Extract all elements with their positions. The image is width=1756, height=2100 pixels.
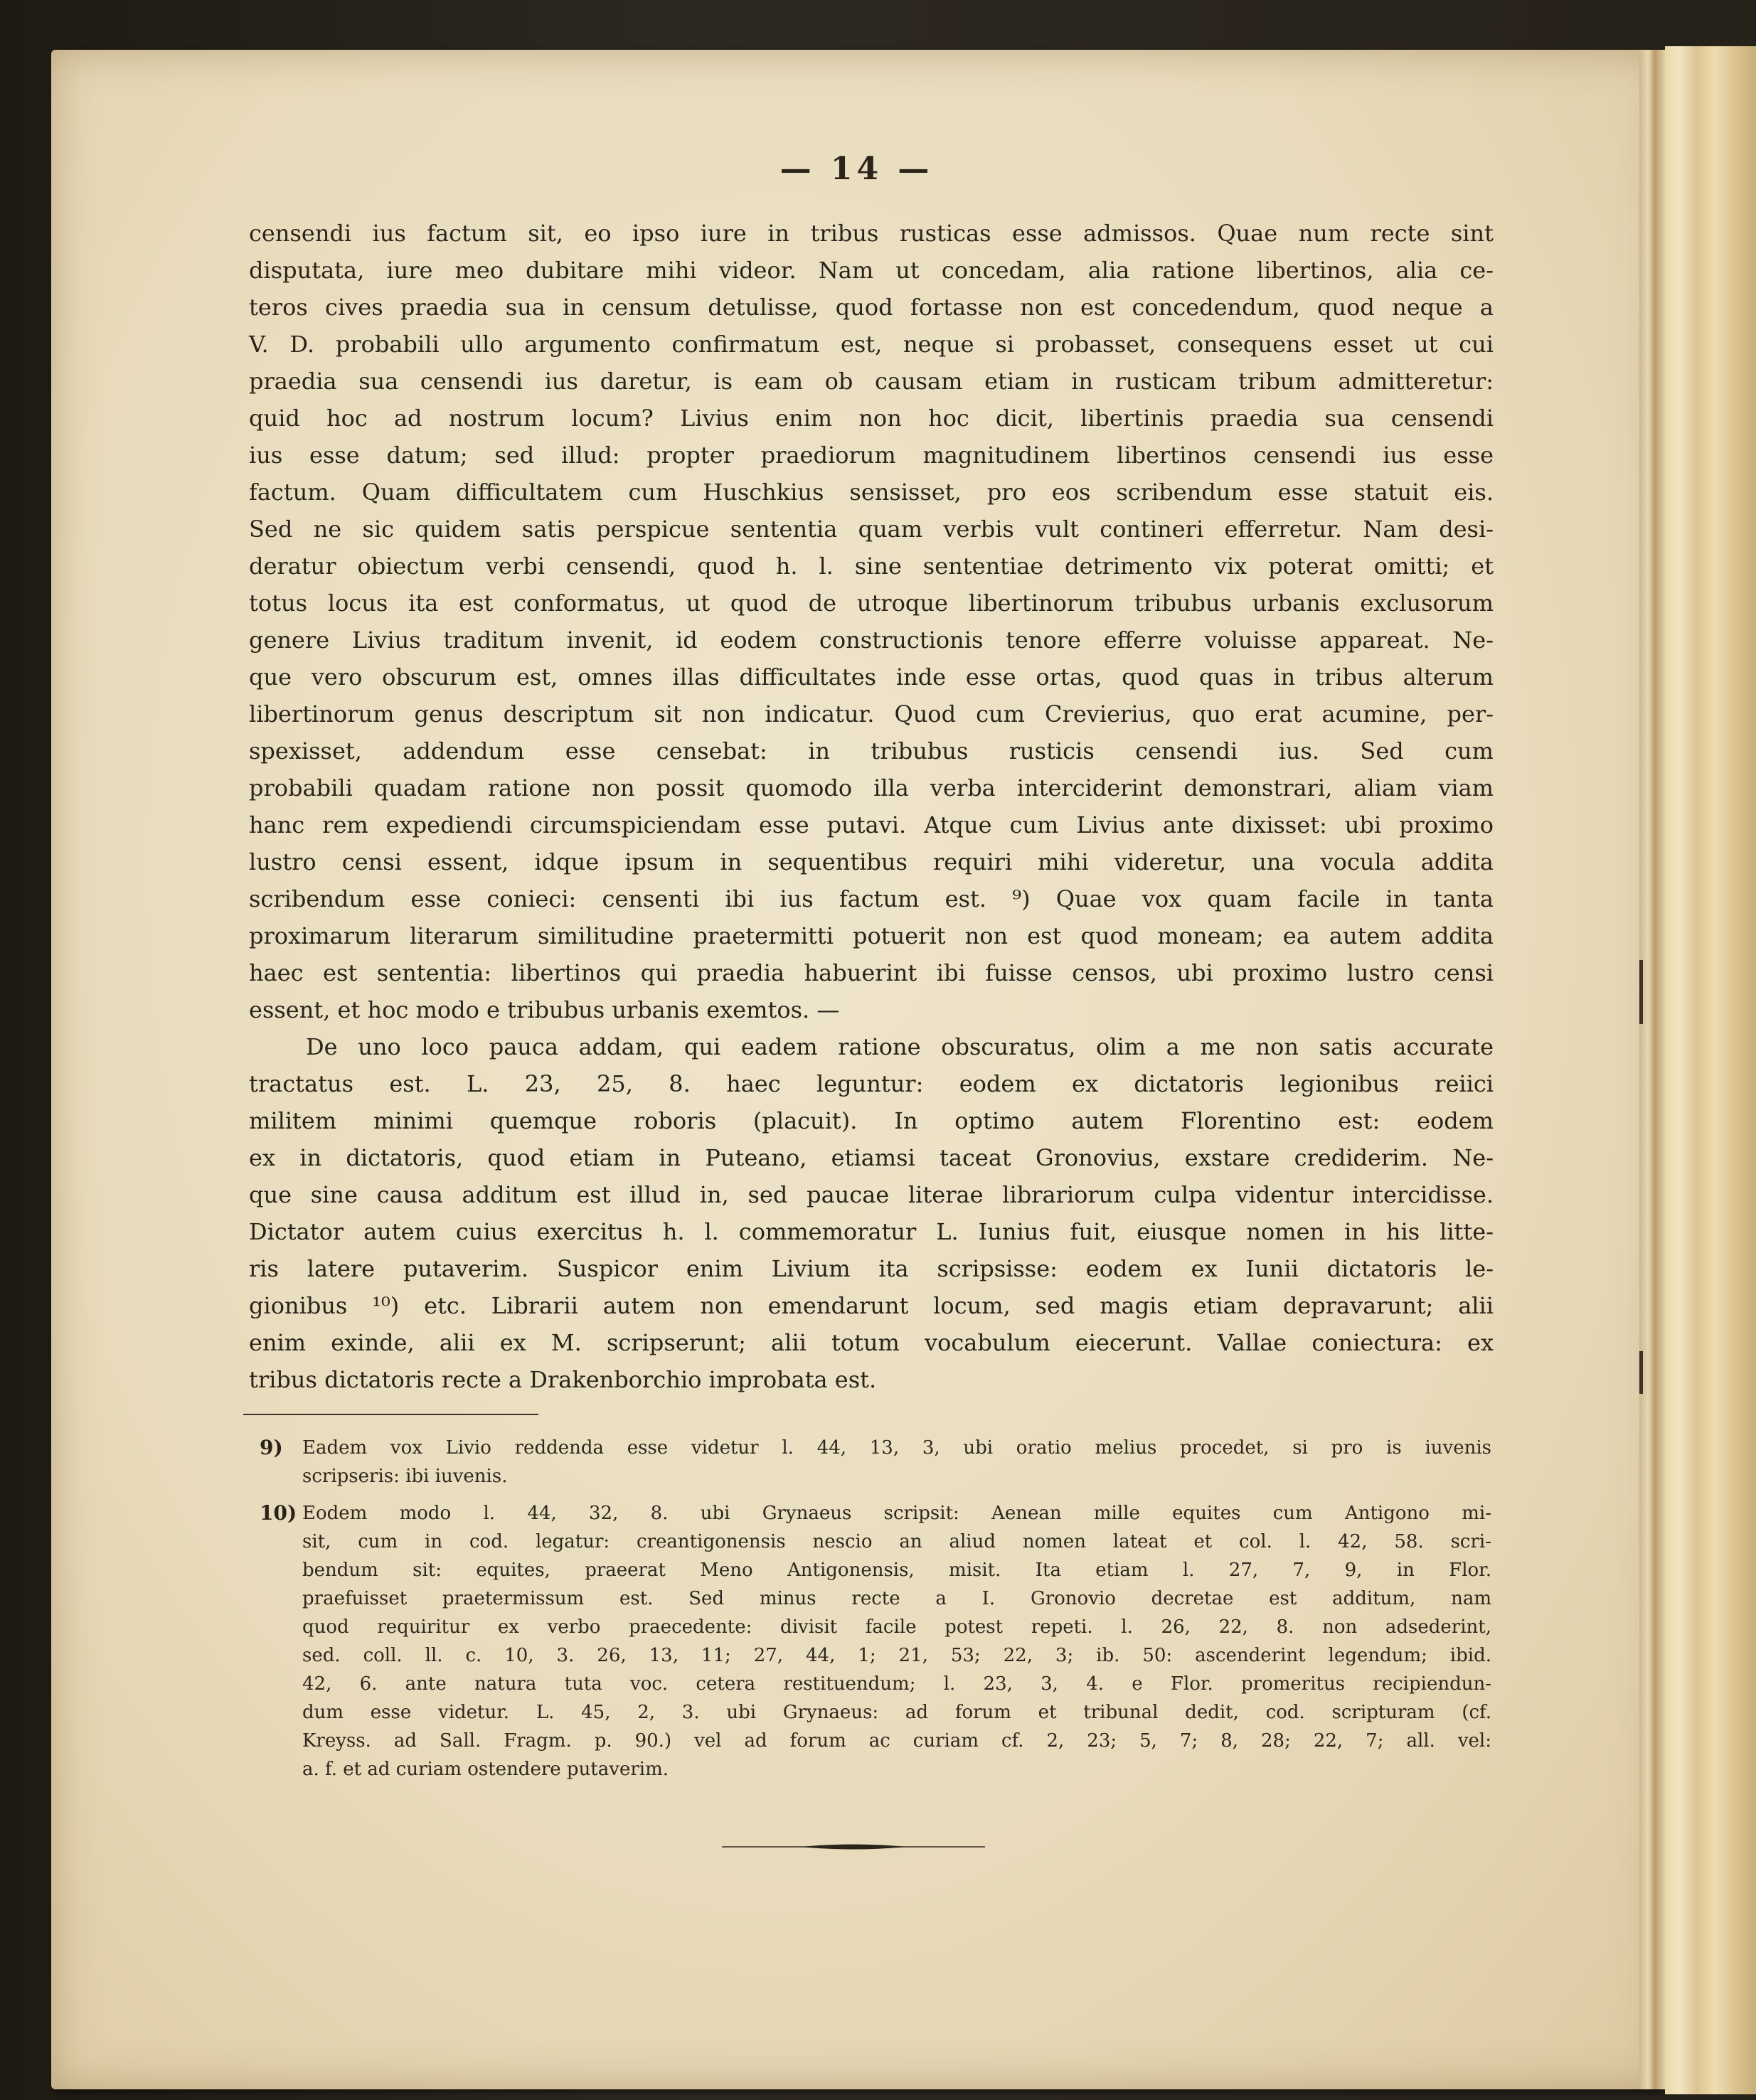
footnote-line: sit, cum in cod. legatur: creantigonensis nescio an aliud nomen lateat et col. l. 42, 58. scri- [302,1531,1491,1552]
text-line: tractatus est. L. 23, 25, 8. haec leguntur: eodem ex dictatoris legionibus reiici [249,1070,1494,1097]
text-line: spexisset, addendum esse censebat: in tribubus rusticis censendi ius. Sed cum [249,737,1494,764]
body-text [249,215,1494,1398]
tailpiece-ornament-icon [722,1843,985,1851]
text-line: enim exinde, alii ex M. scripserunt; alii totum vocabulum eiecerunt. Vallae coniectura: ex [249,1329,1494,1356]
footnote-line: bendum sit: equites, praeerat Meno Antigonensis, misit. Ita etiam l. 27, 7, 9, in Flor. [302,1560,1491,1581]
footnote-line: a. f. et ad curiam ostendere putaverim. [302,1759,669,1780]
text-line: censendi ius factum sit, eo ipso iure in tribus rusticas esse admissos. Quae num recte sint [249,220,1494,247]
text-line: factum. Quam difficultatem cum Huschkius sensisset, pro eos scribendum esse statuit eis. [249,479,1494,506]
text-line: De uno loco pauca addam, qui eadem ratione obscuratus, olim a me non satis accurate [306,1033,1494,1060]
text-line: genere Livius traditum invenit, id eodem constructionis tenore efferre voluisse appareat. Ne- [249,627,1494,654]
text-line: quid hoc ad nostrum locum? Livius enim non hoc dicit, libertinis praedia sua censendi [249,405,1494,432]
page-number: — 14 — [779,151,934,187]
text-line: hanc rem expediendi circumspiciendam esse putavi. Atque cum Livius ante dixisset: ubi proximo [249,811,1494,838]
text-line: que vero obscurum est, omnes illas difficultates inde esse ortas, quod quas in tribus alterum [249,663,1494,691]
text-line: teros cives praedia sua in censum detulisse, quod fortasse non est concedendum, quod neque a [249,294,1494,321]
text-line: scribendum esse conieci: censenti ibi ius factum est. ⁹) Quae vox quam facile in tanta [249,885,1494,912]
text-line: que sine causa additum est illud in, sed paucae literae librariorum culpa videntur intercidisse. [249,1181,1494,1208]
footnote-line: Kreyss. ad Sall. Fragm. p. 90.) vel ad forum ac curiam cf. 2, 23; 5, 7; 8, 28; 22, 7; all. vel: [302,1730,1491,1752]
footnote-label: 9) [260,1436,283,1459]
text-line: ex in dictatoris, quod etiam in Puteano, etiamsi taceat Gronovius, exstare crediderim. Ne- [249,1144,1494,1171]
book-page-edges [1665,46,1756,2094]
footnote-9 [260,1434,1491,1491]
text-line: Dictator autem cuius exercitus h. l. commemoratur L. Iunius fuit, eiusque nomen in his litte- [249,1218,1494,1245]
text-line: proximarum literarum similitudine praetermitti potuerit non est quod moneam; ea autem addita [249,922,1494,949]
text-line: ris latere putaverim. Suspicor enim Livium ita scripsisse: eodem ex Iunii dictatoris le- [249,1255,1494,1282]
footnote-line: sed. coll. ll. c. 10, 3. 26, 13, 11; 27, 44, 1; 21, 53; 22, 3; ib. 50: ascenderint legendum; ibid. [302,1645,1491,1666]
footnote-line: dum esse videtur. L. 45, 2, 3. ubi Grynaeus: ad forum et tribunal dedit, cod. scripturam (cf. [302,1702,1491,1723]
text-line: libertinorum genus descriptum sit non indicatur. Quod cum Crevierius, quo erat acumine, per- [249,700,1494,727]
footnote-line: Eadem vox Livio reddenda esse videtur l. 44, 13, 3, ubi oratio melius procedet, si pro is iuvenis [302,1437,1491,1459]
text-line: probabili quadam ratione non possit quomodo illa verba interciderint demonstrari, aliam viam [249,774,1494,801]
text-line: lustro censi essent, idque ipsum in sequentibus requiri mihi videretur, una vocula addita [249,848,1494,875]
footnote-10 [260,1499,1491,1784]
footnote-line: 42, 6. ante natura tuta voc. cetera restituendum; l. 23, 3, 4. e Flor. promeritus recipiendun- [302,1673,1491,1695]
footnote-line: praefuisset praetermissum est. Sed minus recte a I. Gronovio decretae est additum, nam [302,1588,1491,1609]
footnotes [260,1434,1491,1792]
footnote-line: quod requiritur ex verbo praecedente: divisit facile potest repeti. l. 26, 22, 8. non adsederint, [302,1616,1491,1638]
footnote-line: scripseris: ibi iuvenis. [302,1466,508,1487]
text-line: praedia sua censendi ius daretur, is eam ob causam etiam in rusticam tribum admitteretur: [249,368,1494,395]
text-line: haec est sententia: libertinos qui praedia habuerint ibi fuisse censos, ubi proximo lustro censi [249,959,1494,986]
footnote-label: 10) [260,1501,297,1525]
text-line: Sed ne sic quidem satis perspicue sententia quam verbis vult contineri efferretur. Nam desi- [249,516,1494,543]
text-line: militem minimi quemque roboris (placuit). In optimo autem Florentino est: eodem [249,1107,1494,1134]
text-line: ius esse datum; sed illud: propter praediorum magnitudinem libertinos censendi ius esse [249,442,1494,469]
text-line: gionibus ¹⁰) etc. Librarii autem non emendarunt locum, sed magis etiam depravarunt; alii [249,1292,1494,1319]
gutter-mark [1639,960,1643,1024]
text-line: totus locus ita est conformatus, ut quod de utroque libertinorum tribubus urbanis exclusorum [249,590,1494,617]
footnote-separator [243,1414,538,1415]
gutter-mark [1639,1351,1643,1394]
page-spine-gutter [1639,50,1665,2089]
text-line: deratur obiectum verbi censendi, quod h. l. sine sententiae detrimento vix poterat omitti; et [249,553,1494,580]
text-line: disputata, iure meo dubitare mihi videor. Nam ut concedam, alia ratione libertinos, alia ce- [249,257,1494,284]
text-line: tribus dictatoris recte a Drakenborchio improbata est. [249,1366,877,1393]
text-line: V. D. probabili ullo argumento confirmatum est, neque si probasset, consequens esset ut cui [249,331,1494,358]
text-line: essent, et hoc modo e tribubus urbanis exemtos. — [249,996,840,1023]
footnote-line: Eodem modo l. 44, 32, 8. ubi Grynaeus scripsit: Aenean mille equites cum Antigono mi- [302,1503,1491,1524]
